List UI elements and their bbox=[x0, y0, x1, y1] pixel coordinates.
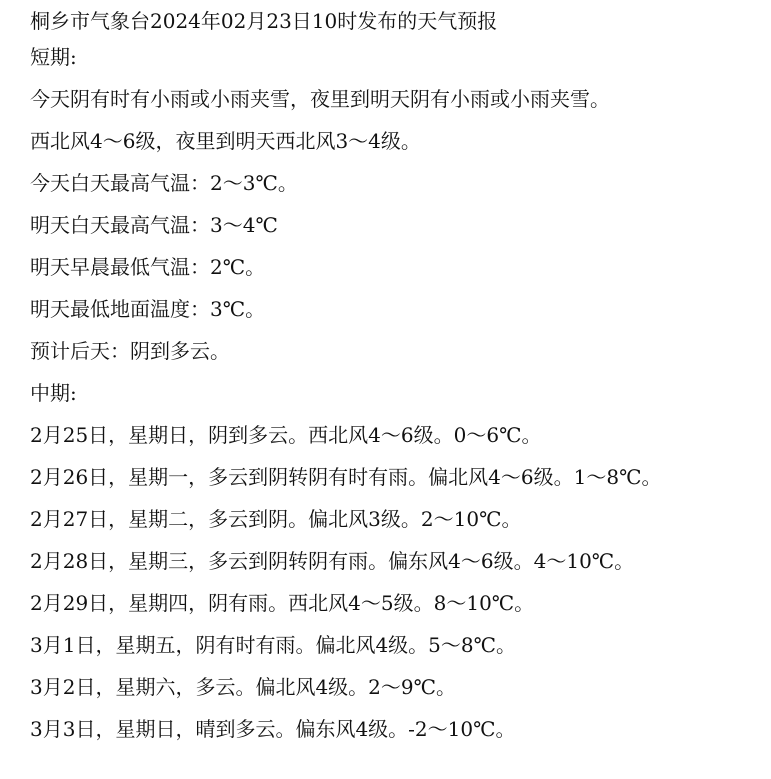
mid-term-day: 2月28日，星期三，多云到阴转阴有雨。偏东风4～6级。4～10℃。 bbox=[30, 549, 635, 573]
short-term-today-high: 今天白天最高气温：2～3℃。 bbox=[30, 171, 298, 195]
short-term-tomorrow-high: 明天白天最高气温：3～4℃ bbox=[30, 213, 278, 237]
mid-term-day: 2月26日，星期一，多云到阴转阴有时有雨。偏北风4～6级。1～8℃。 bbox=[30, 465, 662, 489]
mid-term-day: 2月27日，星期二，多云到阴。偏北风3级。2～10℃。 bbox=[30, 507, 522, 531]
short-term-heading: 短期: bbox=[30, 45, 77, 69]
short-term-day-after: 预计后天：阴到多云。 bbox=[30, 339, 230, 363]
mid-term-day: 3月2日，星期六，多云。偏北风4级。2～9℃。 bbox=[30, 675, 456, 699]
mid-term-day: 2月29日，星期四，阴有雨。西北风4～5级。8～10℃。 bbox=[30, 591, 535, 615]
mid-term-heading: 中期: bbox=[30, 381, 77, 405]
mid-term-day: 3月1日，星期五，阴有时有雨。偏北风4级。5～8℃。 bbox=[30, 633, 516, 657]
short-term-tomorrow-low: 明天早晨最低气温：2℃。 bbox=[30, 255, 266, 279]
mid-term-day: 3月3日，星期日，晴到多云。偏东风4级。-2～10℃。 bbox=[30, 717, 516, 741]
short-term-weather-today: 今天阴有时有小雨或小雨夹雪，夜里到明天阴有小雨或小雨夹雪。 bbox=[30, 87, 610, 111]
forecast-document bbox=[30, 6, 767, 750]
short-term-wind: 西北风4～6级，夜里到明天西北风3～4级。 bbox=[30, 129, 421, 153]
forecast-title: 桐乡市气象台2024年02月23日10时发布的天气预报 bbox=[30, 9, 498, 33]
mid-term-day: 2月25日，星期日，阴到多云。西北风4～6级。0～6℃。 bbox=[30, 423, 542, 447]
short-term-ground-temp: 明天最低地面温度：3℃。 bbox=[30, 297, 266, 321]
